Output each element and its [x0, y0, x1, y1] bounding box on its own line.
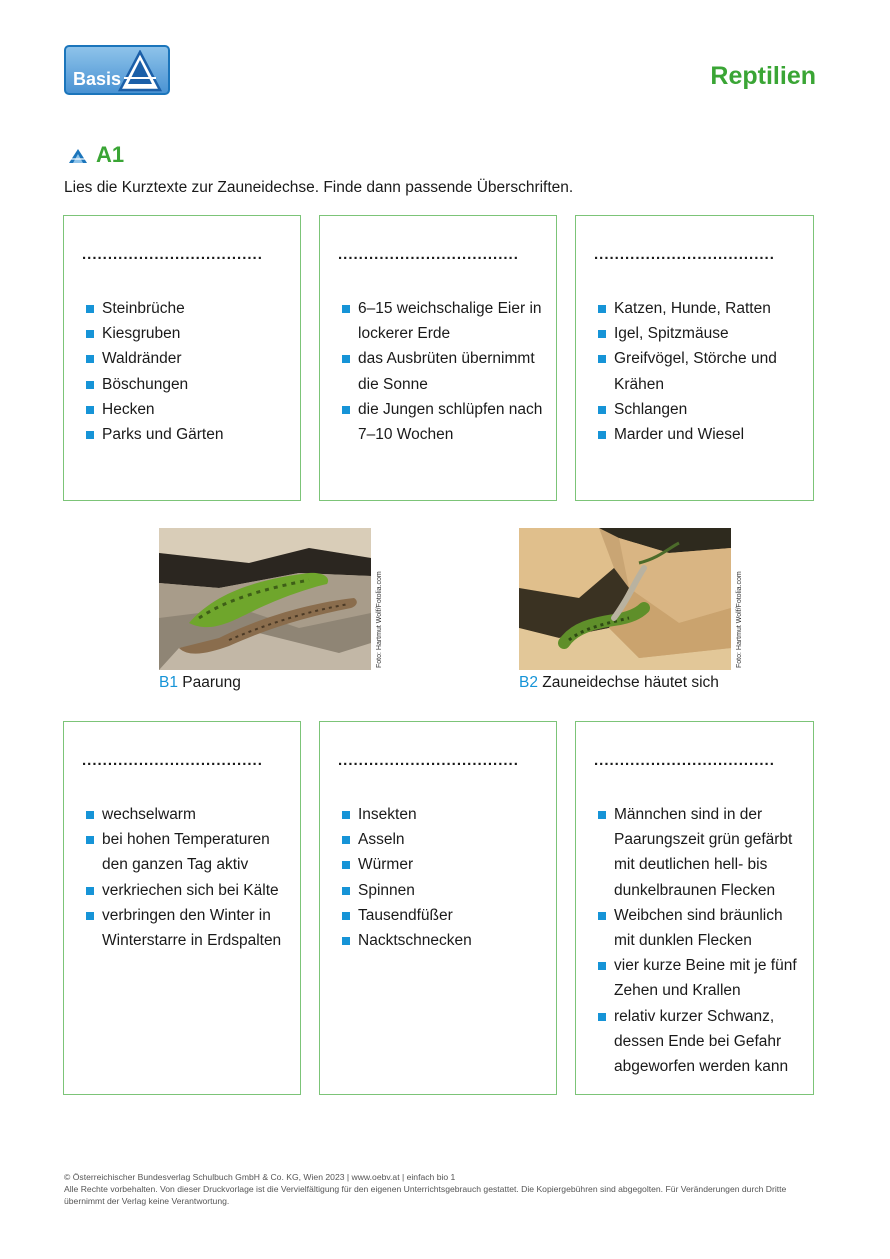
footer [64, 1171, 824, 1207]
heading-blank: ................................... [82, 752, 263, 769]
bullet-list [598, 802, 805, 1079]
task-label: A1 [96, 142, 125, 167]
heading-blank: ................................... [82, 246, 263, 263]
photo-credit-b1: Foto: Hartmut Wolf/Fotolia.com [376, 571, 383, 668]
list-item: Weibchen sind bräunlich mit dunklen Flecken [598, 903, 805, 953]
text-box-2 [319, 215, 557, 501]
list-item: Steinbrüche [86, 296, 292, 321]
text-box-1 [63, 215, 301, 501]
text-box-3 [575, 215, 814, 501]
figure-caption-b2 [519, 674, 719, 692]
figure-number: B2 [519, 674, 538, 691]
list-item: Kiesgruben [86, 321, 292, 346]
list-item: Spinnen [342, 878, 548, 903]
photo-lizard-shedding [519, 528, 731, 670]
bullet-list [86, 802, 292, 953]
pyramid-icon [118, 50, 162, 92]
page-title: Reptilien [710, 62, 816, 90]
list-item: verkriechen sich bei Kälte [86, 878, 292, 903]
task-instruction: Lies die Kurztexte zur Zauneidechse. Finde dann passende Überschriften. [64, 179, 574, 196]
list-item: Männchen sind in der Paarungszeit grün gefärbt mit deutlichen hell- bis dunkelbraunen Flecken [598, 802, 805, 903]
heading-blank: ................................... [338, 752, 519, 769]
list-item: Asseln [342, 827, 548, 852]
heading-blank: ................................... [594, 246, 775, 263]
text-box-5 [319, 721, 557, 1095]
list-item: 6–15 weichschalige Eier in lockerer Erde [342, 296, 548, 346]
logo-text: Basis [73, 69, 122, 89]
list-item: Marder und Wiesel [598, 422, 805, 447]
list-item: Tausendfüßer [342, 903, 548, 928]
footer-rights: Alle Rechte vorbehalten. Von dieser Druckvorlage ist die Vervielfältigung für den eigenen Unterrichtsgebrauch gestattet. Die Kopiergebühren sind abgegolten. Für Veränderungen durch Dritte übernimmt der Verlag keine Verantwortung. [64, 1184, 787, 1206]
list-item: Igel, Spitzmäuse [598, 321, 805, 346]
list-item: Hecken [86, 397, 292, 422]
text-box-4 [63, 721, 301, 1095]
footer-copyright: © Österreichischer Bundesverlag Schulbuch GmbH & Co. KG, Wien 2023 | www.oebv.at | einfach bio 1 [64, 1172, 456, 1182]
list-item: Würmer [342, 852, 548, 877]
figure-caption-b1 [159, 674, 241, 692]
list-item: Böschungen [86, 372, 292, 397]
list-item: Katzen, Hunde, Ratten [598, 296, 805, 321]
figure-number: B1 [159, 674, 178, 691]
bullet-list [598, 296, 805, 447]
text-box-6 [575, 721, 814, 1095]
list-item: Parks und Gärten [86, 422, 292, 447]
list-item: verbringen den Winter in Winterstarre in Erdspalten [86, 903, 292, 953]
basis-logo [64, 45, 170, 95]
list-item: relativ kurzer Schwanz, dessen Ende bei Gefahr abgeworfen werden kann [598, 1004, 805, 1080]
list-item: vier kurze Beine mit je fünf Zehen und Krallen [598, 953, 805, 1003]
list-item: Schlangen [598, 397, 805, 422]
level-pyramid-icon [68, 148, 88, 164]
list-item: die Jungen schlüpfen nach 7–10 Wochen [342, 397, 548, 447]
list-item: Greifvögel, Störche und Krähen [598, 346, 805, 396]
list-item: bei hohen Temperaturen den ganzen Tag aktiv [86, 827, 292, 877]
heading-blank: ................................... [594, 752, 775, 769]
list-item: Nacktschnecken [342, 928, 548, 953]
list-item: Insekten [342, 802, 548, 827]
list-item: das Ausbrüten übernimmt die Sonne [342, 346, 548, 396]
heading-blank: ................................... [338, 246, 519, 263]
photo-lizards-mating [159, 528, 371, 670]
list-item: wechselwarm [86, 802, 292, 827]
bullet-list [342, 296, 548, 447]
photo-credit-b2: Foto: Hartmut Wolf/Fotolia.com [736, 571, 743, 668]
bullet-list [342, 802, 548, 953]
bullet-list [86, 296, 292, 447]
figure-caption-text: Zauneidechse häutet sich [542, 674, 719, 691]
figure-caption-text: Paarung [182, 674, 241, 691]
list-item: Waldränder [86, 346, 292, 371]
